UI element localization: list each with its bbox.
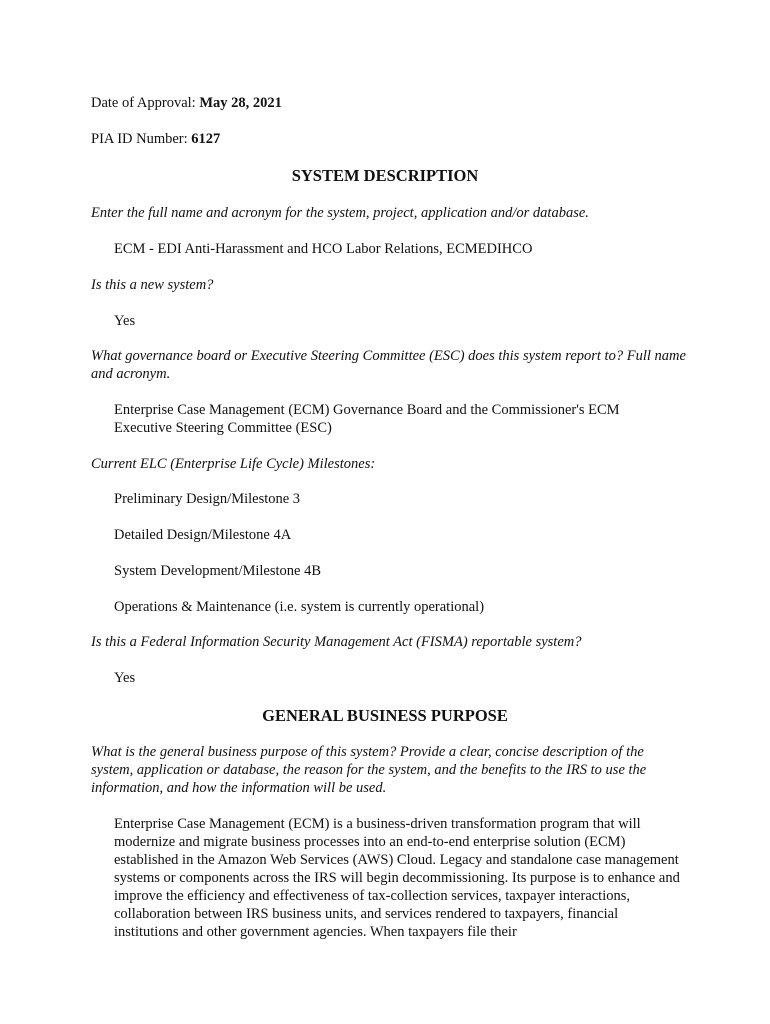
question-business-purpose: What is the general business purpose of this system? Provide a clear, concise description of the system, application or database, the reason for the system, and the benefits to the IRS to use the information, and how the information will be used. [91, 744, 647, 796]
general-business-purpose-heading: GENERAL BUSINESS PURPOSE [262, 706, 508, 725]
milestone-item: System Development/Milestone 4B [114, 563, 322, 579]
answer-fisma: Yes [114, 670, 136, 686]
pia-id-label: PIA ID Number: [91, 131, 188, 147]
approval-date-value: May 28, 2021 [199, 95, 282, 111]
question-fisma: Is this a Federal Information Security Management Act (FISMA) reportable system? [91, 634, 582, 650]
question-system-name: Enter the full name and acronym for the system, project, application and/or database. [91, 205, 589, 221]
pia-id-line [91, 130, 691, 148]
answer-new-system: Yes [114, 313, 136, 329]
pia-id-value: 6127 [191, 131, 221, 147]
milestone-item: Preliminary Design/Milestone 3 [114, 491, 301, 507]
answer-business-purpose: Enterprise Case Management (ECM) is a business-driven transformation program that will modernize and migrate business processes into an end-to-end enterprise solution (ECM) established in the Amazon Web Services (AWS) Cloud. Legacy and standalone case management systems or components across the IRS will begin decommissioning. Its purpose is to enhance and improve the efficiency and effectiveness of tax-collection services, taxpayer interactions, collaboration between IRS business units, and services rendered to taxpayers, financial institutions and other government agencies. When taxpayers file their [114, 816, 680, 940]
approval-date-line [91, 94, 691, 112]
system-description-heading: SYSTEM DESCRIPTION [291, 166, 479, 185]
answer-system-name: ECM - EDI Anti-Harassment and HCO Labor Relations, ECMEDIHCO [114, 241, 533, 257]
question-new-system: Is this a new system? [91, 277, 214, 293]
answer-governance-board: Enterprise Case Management (ECM) Governance Board and the Commissioner's ECM Executive Steering Committee (ESC) [114, 402, 620, 436]
milestone-item: Detailed Design/Milestone 4A [114, 527, 292, 543]
question-elc-milestones: Current ELC (Enterprise Life Cycle) Milestones: [91, 456, 376, 472]
question-governance-board: What governance board or Executive Steering Committee (ESC) does this system report to? Full name and acronym. [91, 348, 686, 382]
approval-date-label: Date of Approval: [91, 95, 196, 111]
milestone-item: Operations & Maintenance (i.e. system is currently operational) [114, 599, 485, 615]
